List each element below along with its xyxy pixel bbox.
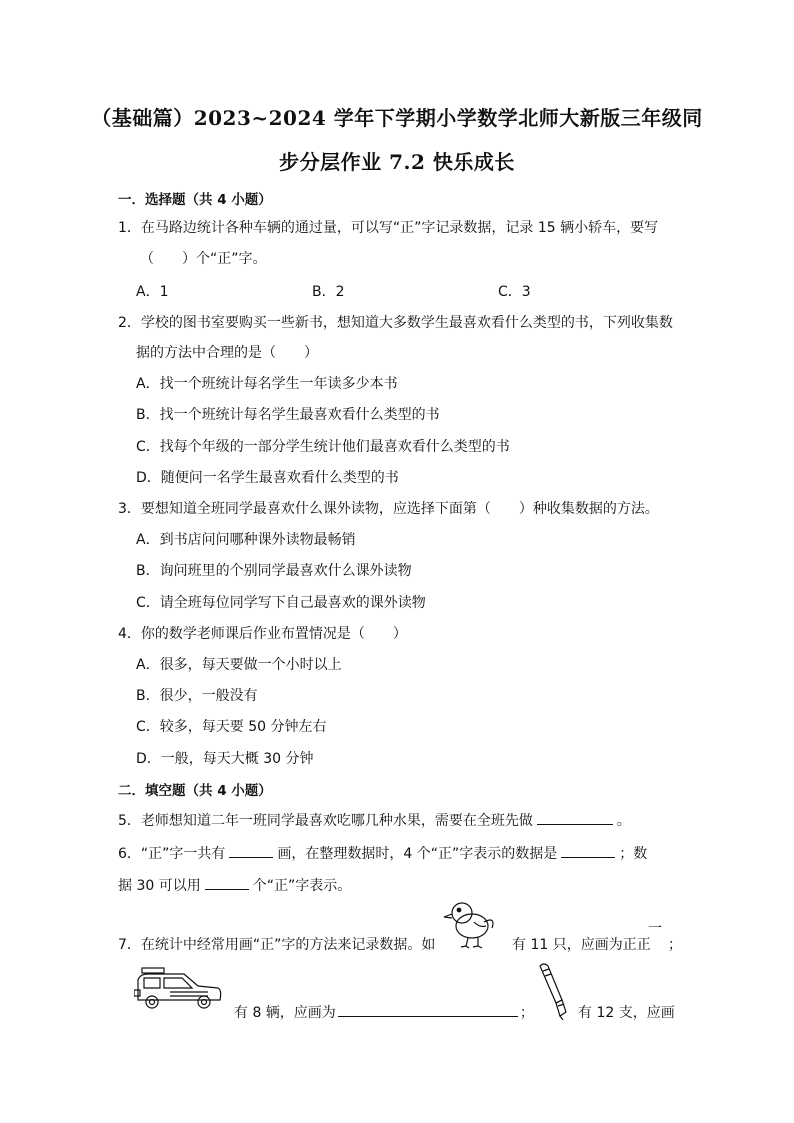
q3-option-c: C．请全班每位同学写下自己最喜欢的课外读物: [136, 595, 426, 611]
q2-line1: 2．学校的图书室要购买一些新书，想知道大多数学生最喜欢看什么类型的书，下列收集数: [118, 315, 673, 331]
q4-option-a: A．很多，每天要做一个小时以上: [136, 657, 342, 673]
q6-text-4: 据 30 可以用: [118, 878, 201, 894]
q5-text-after: 。: [616, 813, 631, 829]
q4-option-b: B．很少，一般没有: [136, 688, 258, 704]
q7-tally-end: 一: [648, 921, 662, 937]
q6-line2: [118, 875, 351, 895]
q6-text-3: ；数: [619, 846, 648, 862]
q2-option-d: D．随便问一名学生最喜欢看什么类型的书: [136, 470, 399, 486]
q7-semicolon-1: ；: [668, 937, 682, 953]
q1-line2: （ ）个“正”字。: [140, 251, 267, 267]
q2-option-c: C．找每个年级的一部分学生统计他们最喜欢看什么类型的书: [136, 439, 510, 455]
q5-text-before: 5．老师想知道二年一班同学最喜欢吃哪几种水果，需要在全班先做: [118, 813, 533, 829]
q7-car-line: [234, 1002, 534, 1022]
q2-option-b: B．找一个班统计每名学生最喜欢看什么类型的书: [136, 407, 440, 423]
section-heading-choice: 一．选择题（共 4 小题）: [118, 192, 272, 208]
q5-answer-blank[interactable]: [537, 810, 613, 825]
q1-option-b: B．2: [312, 284, 345, 300]
q7-car-answer-blank[interactable]: [338, 1002, 518, 1017]
section-heading-fill: 二．填空题（共 4 小题）: [118, 783, 272, 799]
q4-line1: 4．你的数学老师课后作业布置情况是（ ）: [118, 626, 407, 642]
q6-line1: [118, 843, 647, 863]
q6-text-5: 个“正”字表示。: [252, 878, 352, 894]
chick-illustration: [440, 900, 506, 950]
q1-line1: 1．在马路边统计各种车辆的通过量，可以写“正”字记录数据，记录 15 辆小轿车，要写: [118, 220, 659, 236]
q3-option-b: B．询问班里的个别同学最喜欢什么课外读物: [136, 563, 412, 579]
q6-answer-blank-1[interactable]: [229, 843, 273, 858]
q6-text-1: 6．“正”字一共有: [118, 846, 226, 862]
q6-answer-blank-3[interactable]: [205, 875, 249, 890]
q1-option-c: C．3: [498, 284, 531, 300]
car-illustration: [134, 964, 224, 1012]
q2-line2: 据的方法中合理的是（ ）: [136, 345, 318, 361]
q7-text-2: 有 11 只，应画为正正: [512, 937, 651, 953]
q7-car-text: 有 8 辆，应画为: [234, 1005, 336, 1021]
q4-option-c: C．较多，每天要 50 分钟左右: [136, 719, 327, 735]
q6-answer-blank-2[interactable]: [561, 843, 615, 858]
q7-semicolon-2: ；: [519, 1005, 534, 1021]
q4-option-d: D．一般，每天大概 30 分钟: [136, 751, 314, 767]
q3-line1: 3．要想知道全班同学最喜欢什么课外读物，应选择下面第（ ）种收集数据的方法。: [118, 501, 659, 517]
q7-text-1: 7．在统计中经常用画“正”字的方法来记录数据。如: [118, 937, 436, 953]
document-title-line1: （基础篇）2023~2024 学年下学期小学数学北师大新版三年级同: [91, 106, 703, 130]
q6-text-2: 画，在整理数据时，4 个“正”字表示的数据是: [277, 846, 558, 862]
q5-line: [118, 810, 631, 830]
document-title-line2: 步分层作业 7.2 快乐成长: [279, 150, 515, 174]
q7-pen-text: 有 12 支，应画: [578, 1005, 675, 1021]
q2-option-a: A．找一个班统计每名学生一年读多少本书: [136, 376, 398, 392]
q3-option-a: A．到书店问问哪种课外读物最畅销: [136, 532, 356, 548]
q1-option-a: A．1: [136, 284, 169, 300]
pen-illustration: [534, 962, 574, 1020]
